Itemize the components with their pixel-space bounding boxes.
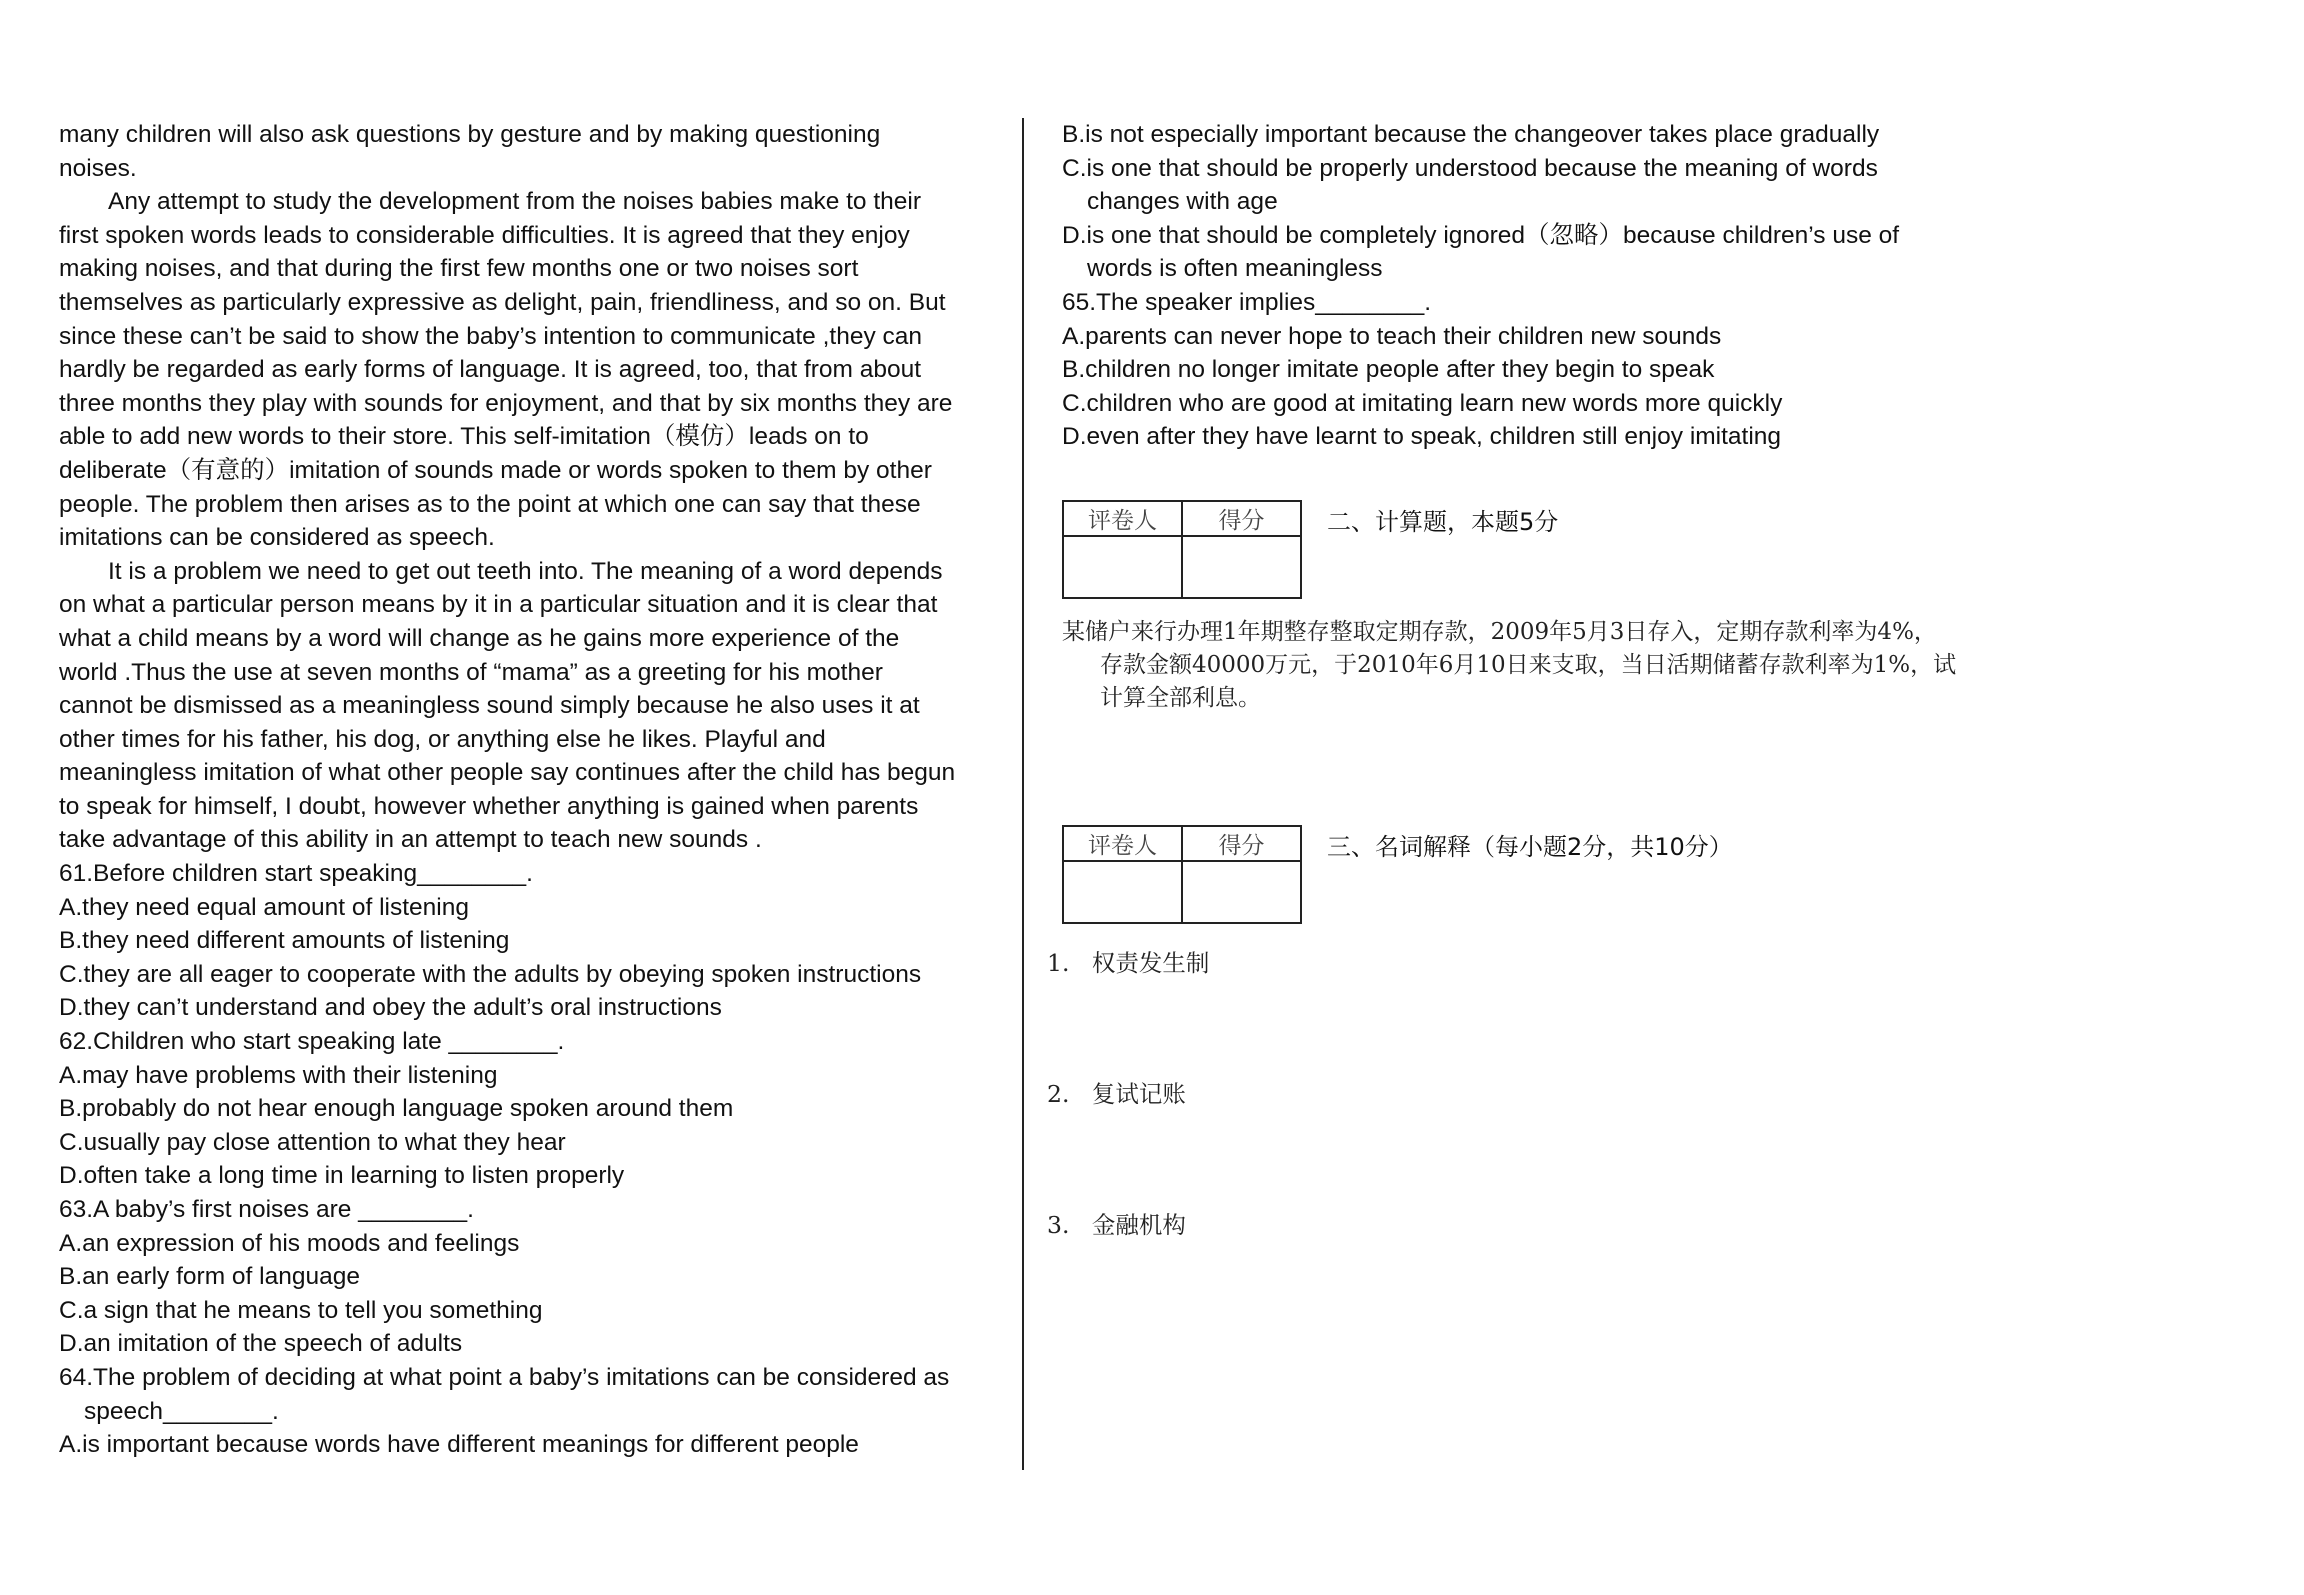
passage-line: to speak for himself, I doubt, however whether anything is gained when parents: [59, 792, 919, 820]
score-cell: [1182, 536, 1301, 598]
passage-line: three months they play with sounds for enjoyment, and that by six months they are: [59, 389, 953, 417]
option-line: C.they are all eager to cooperate with the adults by obeying spoken instructions: [59, 960, 922, 988]
left-column: [59, 118, 994, 1462]
grader-label: 评卷人: [1063, 826, 1182, 861]
option-line: D.an imitation of the speech of adults: [59, 1330, 463, 1358]
passage-line: since these can’t be said to show the baby’s intention to communicate ,they can: [59, 322, 923, 350]
question-62: 62.Children who start speaking late ________.: [59, 1028, 565, 1056]
passage-line: themselves as particularly expressive as delight, pain, friendliness, and so on. But: [59, 288, 946, 316]
option-line: C.children who are good at imitating learn new words more quickly: [1062, 389, 1783, 417]
option-line: B.children no longer imitate people after they begin to speak: [1062, 356, 1715, 384]
question-65: 65.The speaker implies________.: [1062, 288, 1432, 316]
problem-line: 某储户来行办理1年期整存整取定期存款，2009年5月3日存入，定期存款利率为4%，: [1062, 619, 1937, 645]
question-64: 64.The problem of deciding at what point a baby’s imitations can be considered as: [59, 1363, 950, 1391]
passage-line: people. The problem then arises as to the point at which one can say that these: [59, 490, 921, 518]
question-64-continued: speech________.: [84, 1397, 279, 1425]
option-line: A.may have problems with their listening: [59, 1061, 498, 1089]
option-line: D.even after they have learnt to speak, children still enjoy imitating: [1062, 423, 1782, 451]
passage-line: It is a problem we need to get out teeth into. The meaning of a word depends: [108, 557, 943, 585]
passage-line: cannot be dismissed as a meaningless sound simply because he also uses it at: [59, 692, 920, 720]
passage-line: hardly be regarded as early forms of language. It is agreed, too, that from about: [59, 356, 922, 384]
passage-line: what a child means by a word will change as he gains more experience of the: [59, 624, 900, 652]
passage-line: many children will also ask questions by gesture and by making questioning: [59, 121, 881, 148]
option-line: B.probably do not hear enough language spoken around them: [59, 1095, 734, 1123]
passage-line: meaningless imitation of what other people say continues after the child has begun: [59, 759, 956, 787]
passage-line: on what a particular person means by it in a particular situation and it is clear that: [59, 591, 938, 619]
passage-line: first spoken words leads to considerable difficulties. It is agreed that they enjoy: [59, 221, 910, 249]
term-3: 3. 金融机构: [1047, 1211, 1186, 1239]
problem-line: 计算全部利息。: [1100, 685, 1261, 711]
option-line: A.they need equal amount of listening: [59, 893, 469, 921]
problem-line: 存款金额40000万元，于2010年6月10日来支取，当日活期储蓄存款利率为1%，试: [1100, 652, 1957, 678]
passage-line: noises.: [59, 154, 137, 182]
score-box-section-2: [1062, 500, 1302, 599]
option-line: B.they need different amounts of listening: [59, 927, 510, 955]
term-1: 1. 权责发生制: [1047, 949, 1210, 977]
score-cell: [1182, 861, 1301, 923]
term-2: 2. 复试记账: [1047, 1080, 1186, 1108]
passage-line: Any attempt to study the development from the noises babies make to their: [108, 188, 922, 216]
passage-line: take advantage of this ability in an attempt to teach new sounds .: [59, 826, 762, 854]
option-line: A.is important because words have different meanings for different people: [59, 1431, 859, 1459]
grader-cell: [1063, 861, 1182, 923]
passage-line: imitations can be considered as speech.: [59, 524, 495, 552]
option-line: D.often take a long time in learning to listen properly: [59, 1162, 625, 1190]
passage-line: deliberate（有意的）imitation of sounds made or words spoken to them by other: [59, 456, 932, 484]
option-line: C.a sign that he means to tell you something: [59, 1296, 543, 1324]
score-box-section-3: [1062, 825, 1302, 924]
option-line-continued: changes with age: [1087, 188, 1278, 216]
score-label: 得分: [1182, 826, 1301, 861]
calculation-problem: [1062, 616, 1956, 715]
passage-line: world .Thus the use at seven months of “mama” as a greeting for his mother: [59, 658, 883, 686]
passage-line: making noises, and that during the first few months one or two noises sort: [59, 255, 859, 283]
question-63: 63.A baby’s first noises are ________.: [59, 1196, 474, 1223]
option-line: D.is one that should be completely ignored（忽略）because children’s use of: [1062, 221, 1900, 249]
option-line: A.parents can never hope to teach their children new sounds: [1062, 322, 1722, 350]
section-2-title: 二、计算题，本题5分: [1327, 508, 1559, 536]
grader-label: 评卷人: [1063, 501, 1182, 536]
passage-line: other times for his father, his dog, or anything else he likes. Playful and: [59, 725, 826, 753]
section-3-title: 三、名词解释（每小题2分，共10分）: [1327, 833, 1733, 861]
option-line: D.they can’t understand and obey the adult’s oral instructions: [59, 994, 722, 1022]
option-line: B.is not especially important because the changeover takes place gradually: [1062, 121, 1880, 148]
option-line-continued: words is often meaningless: [1087, 255, 1383, 283]
grader-cell: [1063, 536, 1182, 598]
column-divider: [1022, 118, 1024, 1470]
option-line: C.usually pay close attention to what they hear: [59, 1128, 566, 1156]
right-column: [1062, 118, 2022, 454]
question-61: 61.Before children start speaking________.: [59, 860, 533, 888]
score-label: 得分: [1182, 501, 1301, 536]
option-line: B.an early form of language: [59, 1263, 360, 1291]
option-line: C.is one that should be properly understood because the meaning of words: [1062, 154, 1878, 182]
option-line: A.an expression of his moods and feelings: [59, 1229, 520, 1257]
passage-line: able to add new words to their store. This self-imitation（模仿）leads on to: [59, 423, 869, 451]
